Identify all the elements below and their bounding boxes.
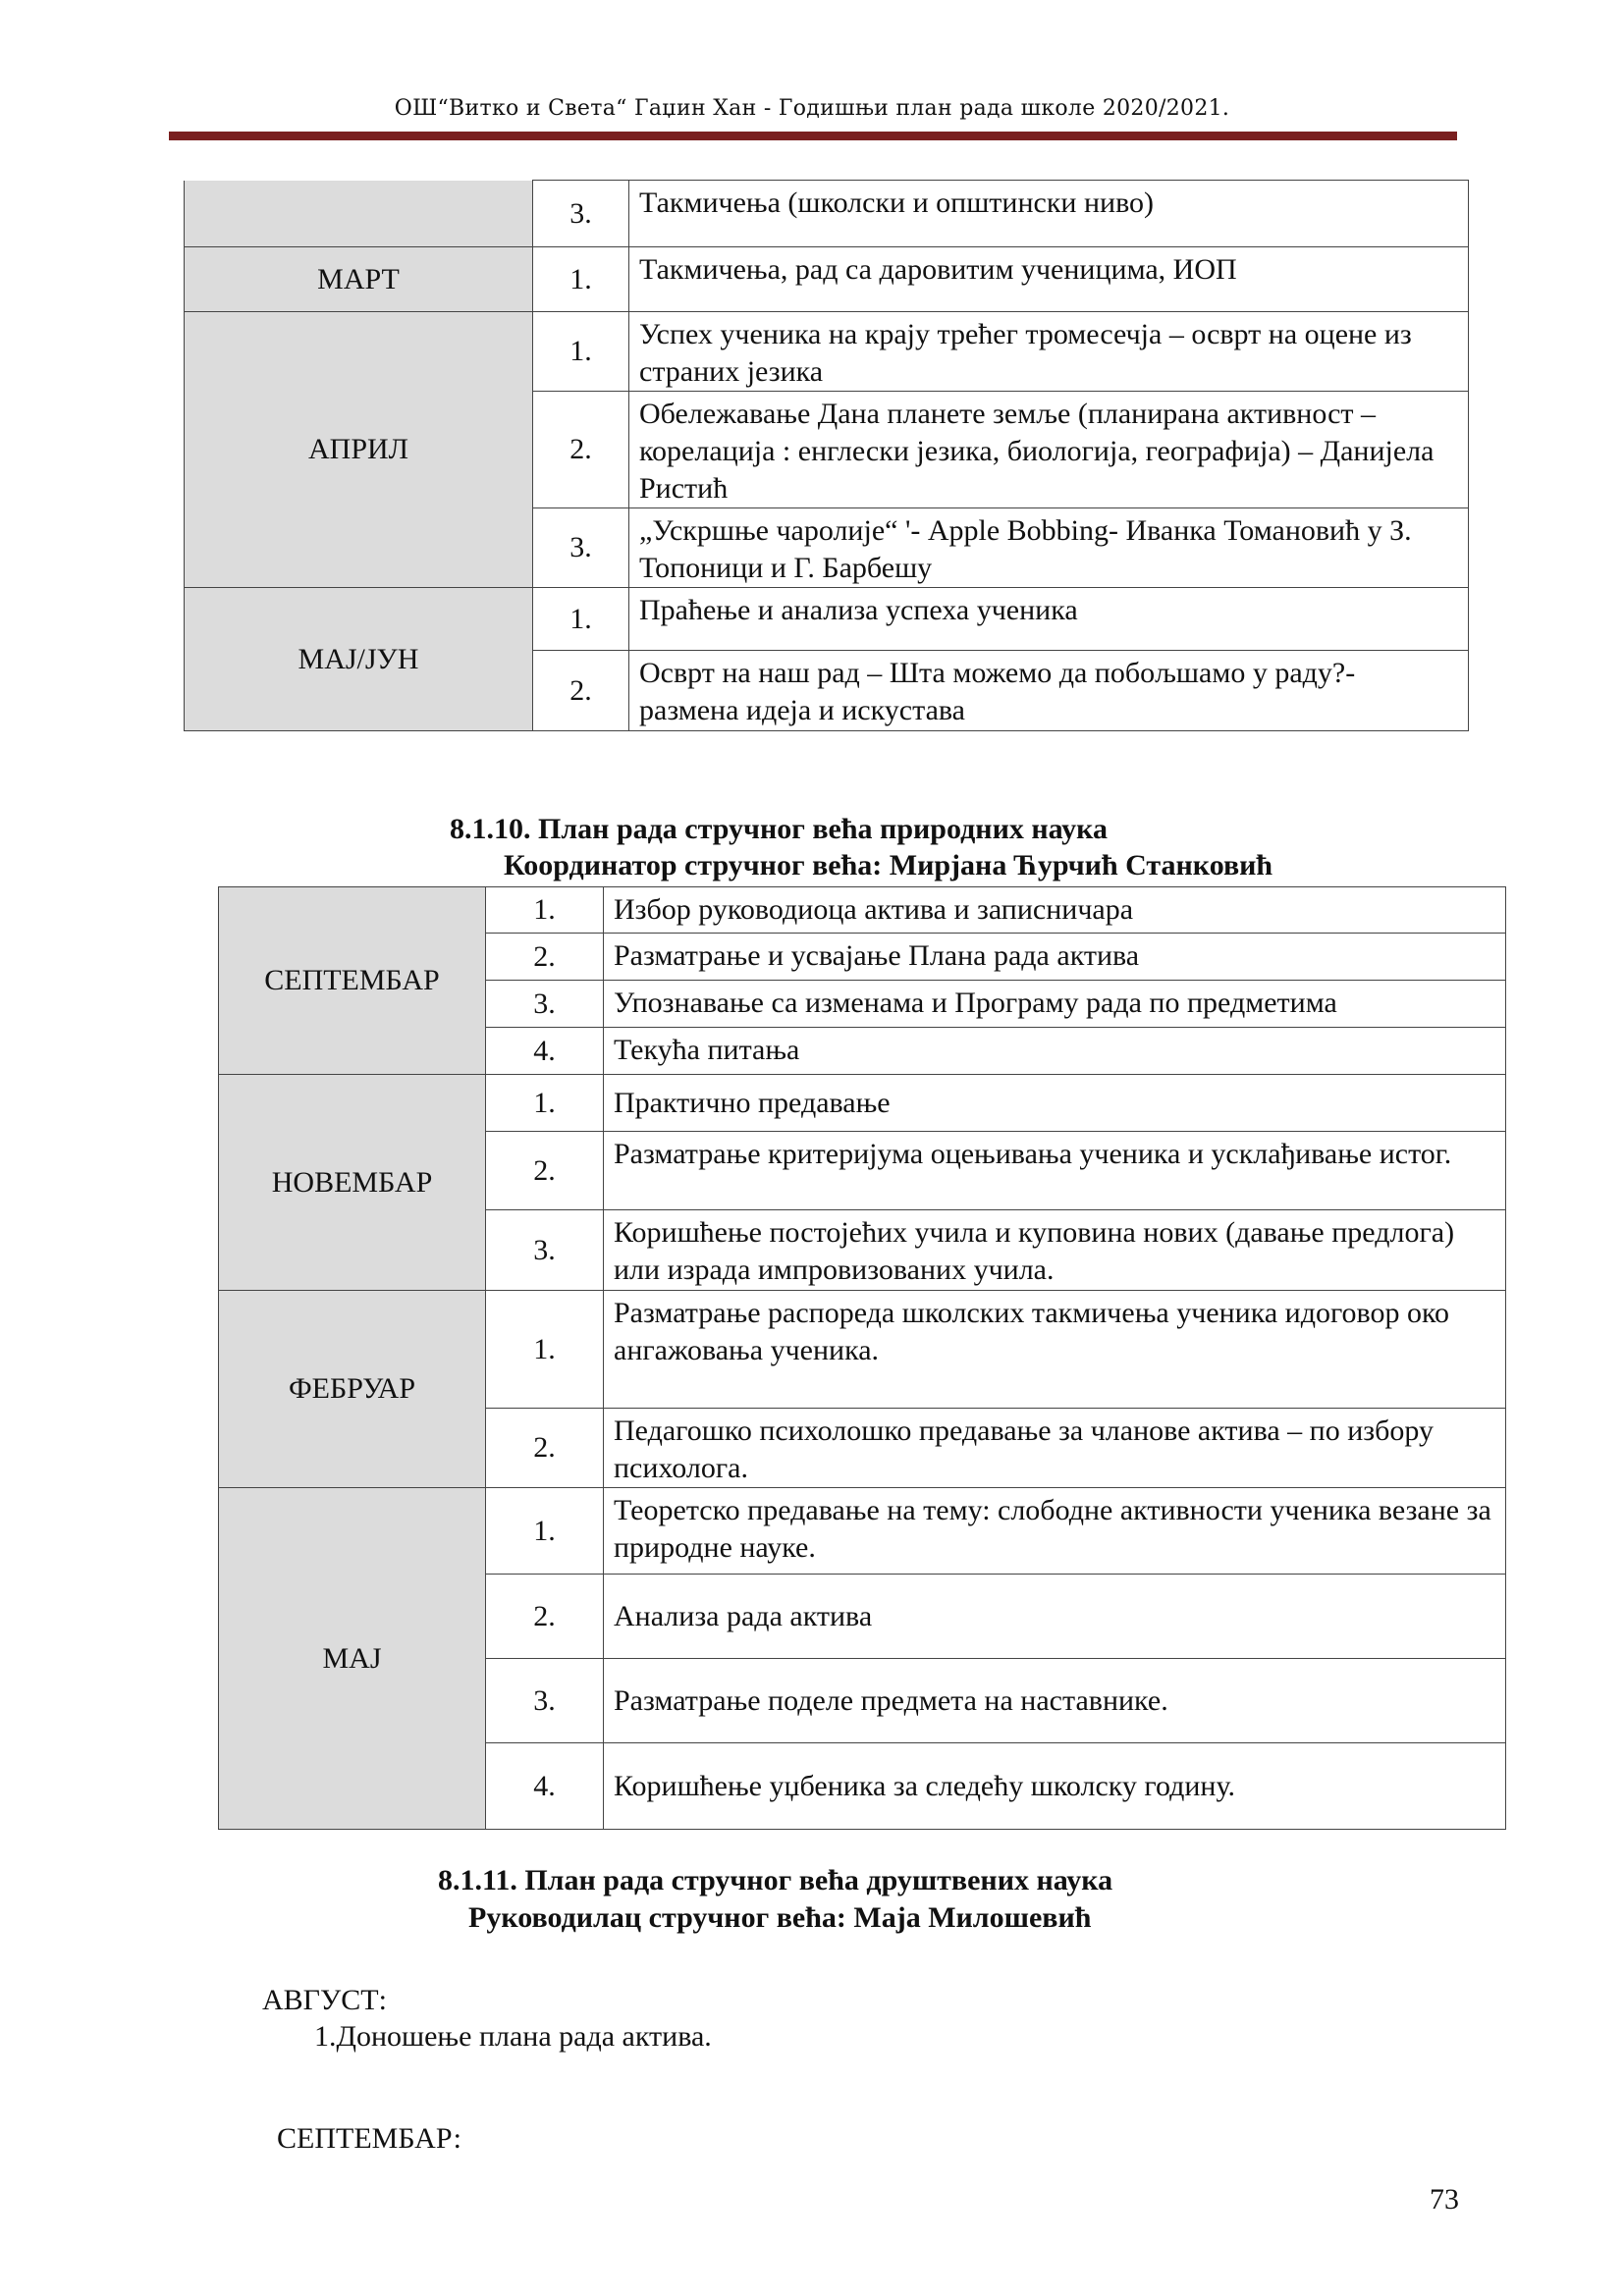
activity-cell: Педагошко психолошко предавање за чланове актива – по избору психолога. [604,1409,1506,1488]
row-number: 1. [533,247,629,312]
table-row [185,181,1469,247]
row-number: 1. [486,1488,604,1575]
month-cell: СЕПТЕМБАР [219,887,486,1075]
activity-cell: Избор руководиоца актива и записничара [604,887,1506,934]
row-number: 2. [533,392,629,508]
row-number: 1. [486,1291,604,1409]
row-number: 2. [486,1132,604,1210]
row-number: 2. [486,1575,604,1659]
activity-cell: Коришћење уџбеника за следећу школску годину. [604,1743,1506,1830]
row-number: 1. [486,1075,604,1132]
month-cell: АПРИЛ [185,312,533,588]
month-cell [185,181,533,247]
section-title: 8.1.11. План рада стручног већа друштвених наука [438,1864,1113,1896]
section-coordinator: Координатор стручног већа: Мирјана Ћурчић Станковић [504,849,1273,881]
activity-cell: Анализа рада актива [604,1575,1506,1659]
activity-cell: „Ускршње чаролије“ '- Apple Bobbing- Иванка Томановић у З. Топоници и Г. Барбешу [629,508,1469,588]
row-number: 4. [486,1743,604,1830]
month-label-avgust: АВГУСТ: [262,1984,387,2016]
section-title: 8.1.10. План рада стручног већа природних наука [450,813,1108,845]
activity-cell: Текућа питања [604,1028,1506,1075]
row-number: 2. [486,1409,604,1488]
header-rule [169,132,1457,140]
page-number: 73 [1430,2183,1459,2216]
month-cell: ФЕБРУАР [219,1291,486,1488]
row-number: 3. [486,1659,604,1743]
month-cell: НОВЕМБАР [219,1075,486,1291]
month-cell: МАРТ [185,247,533,312]
activity-cell: Успех ученика на крају трећег тромесечја – осврт на оцене из страних језика [629,312,1469,392]
activity-cell: Упознавање са изменама и Програму рада по предметима [604,981,1506,1028]
table-row [185,312,1469,392]
activity-cell: Разматрање распореда школских такмичења ученика идоговор око ангажовања ученика. [604,1291,1506,1409]
table-row [185,247,1469,312]
activity-cell: Осврт на наш рад – Шта можемо да побољшамо у раду?- размена идеја и искустава [629,651,1469,731]
row-number: 1. [533,312,629,392]
row-number: 2. [486,934,604,981]
section-leader: Руководилац стручног већа: Маја Милошевић [468,1901,1092,1934]
month-cell: МАЈ [219,1488,486,1830]
table-row [219,1488,1506,1575]
activity-cell: Теоретско предавање на тему: слободне активности ученика везане за природне науке. [604,1488,1506,1575]
month-cell: МАЈ/ЈУН [185,588,533,731]
row-number: 3. [486,1210,604,1291]
table-row [219,1291,1506,1409]
avgust-item: 1.Доношење плана рада актива. [314,2020,712,2053]
activity-cell: Разматрање и усвајање Плана рада актива [604,934,1506,981]
activity-cell: Обележавање Дана планете земље (планирана активност – корелација : енглески језика, биологија, географија) – Данијела Ристић [629,392,1469,508]
row-number: 2. [533,651,629,731]
row-number: 3. [533,508,629,588]
row-number: 4. [486,1028,604,1075]
activity-cell: Разматрање поделе предмета на наставнике. [604,1659,1506,1743]
row-number: 1. [533,588,629,651]
page-header: ОШ“Витко и Света“ Гаџин Хан - Годишњи план рада школе 2020/2021. [394,96,1230,121]
activity-cell: Такмичења, рад са даровитим ученицима, ИОП [629,247,1469,312]
row-number: 3. [533,181,629,247]
activity-cell: Практично предавање [604,1075,1506,1132]
activity-cell: Коришћење постојећих учила и куповина нових (давање предлога) или израда импровизованих учила. [604,1210,1506,1291]
row-number: 1. [486,887,604,934]
table-row [185,588,1469,651]
table-row [219,1075,1506,1132]
natural-sciences-plan-table [218,886,1506,1830]
activity-cell: Разматрање критеријума оцењивања ученика и усклађивање истог. [604,1132,1506,1210]
foreign-languages-plan-table [184,180,1469,731]
row-number: 3. [486,981,604,1028]
table-row [219,887,1506,934]
activity-cell: Такмичења (школски и општински ниво) [629,181,1469,247]
month-label-septembar: СЕПТЕМБАР: [277,2122,461,2155]
activity-cell: Праћење и анализа успеха ученика [629,588,1469,651]
